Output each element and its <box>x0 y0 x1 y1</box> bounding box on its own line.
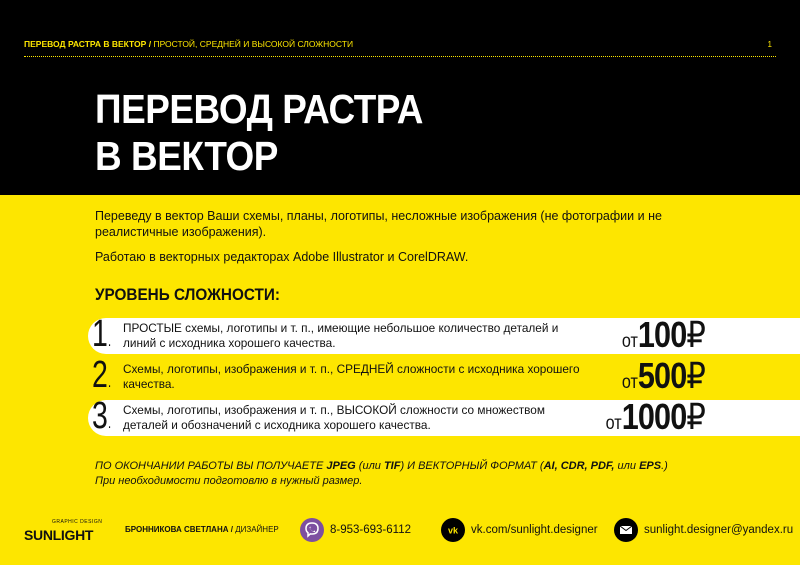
size-note: При необходимости подготовлю в нужный размер. <box>95 475 363 487</box>
vk-link: vk.com/sunlight.designer <box>471 524 598 536</box>
email-contact[interactable] <box>614 518 793 542</box>
logo-text: SUNLIGHT <box>24 527 94 543</box>
level-number: 3. <box>92 395 112 437</box>
designer-role: ДИЗАЙНЕР <box>235 525 279 534</box>
viber-icon <box>300 518 324 542</box>
logo-tagline: GRAPHIC DESIGN <box>52 519 103 525</box>
footer <box>0 505 800 565</box>
phone-contact[interactable] <box>300 518 411 542</box>
software-paragraph: Работаю в векторных редакторах Adobe Illustrator и CorelDRAW. <box>95 250 469 264</box>
title-line-2: В ВЕКТОР <box>95 133 278 179</box>
level-price: от100₽ <box>621 314 706 355</box>
level-row-2 <box>88 354 800 396</box>
level-row-3 <box>88 395 800 437</box>
header-separator: / <box>148 39 152 49</box>
level-number: 1. <box>92 313 112 355</box>
vk-icon <box>441 518 465 542</box>
header-subtitle: ПРОСТОЙ, СРЕДНЕЙ И ВЫСОКОЙ СЛОЖНОСТИ <box>153 39 354 49</box>
intro-paragraph: Переведу в вектор Ваши схемы, планы, логотипы, несложные изображения (не фотографии и не реалистичные изображения). <box>95 209 662 239</box>
mail-icon <box>614 518 638 542</box>
vk-contact[interactable] <box>441 518 598 542</box>
title-line-1: ПЕРЕВОД РАСТРА <box>95 86 423 132</box>
level-description: Схемы, логотипы, изображения и т. п., СРЕДНЕЙ сложности с исходника хорошего качества. <box>123 362 580 391</box>
level-row-1 <box>88 313 800 355</box>
deliverables-note: ПО ОКОНЧАНИИ РАБОТЫ ВЫ ПОЛУЧАЕТЕ JPEG (или TIF) И ВЕКТОРНЫЙ ФОРМАТ (AI, CDR, PDF, или EPS.) <box>95 460 668 472</box>
levels-heading: УРОВЕНЬ СЛОЖНОСТИ: <box>95 285 280 304</box>
designer-credit: БРОННИКОВА СВЕТЛАНА / ДИЗАЙНЕР <box>125 525 279 534</box>
email-address: sunlight.designer@yandex.ru <box>644 524 794 536</box>
page-number: 1 <box>767 40 772 49</box>
level-description: ПРОСТЫЕ схемы, логотипы и т. п., имеющие небольшое количество деталей и линий с исходника хорошего качества. <box>123 321 559 350</box>
header-title: ПЕРЕВОД РАСТРА В ВЕКТОР <box>24 39 147 49</box>
svg-text:vk: vk <box>447 525 459 536</box>
running-header <box>24 38 776 57</box>
level-number: 2. <box>92 354 112 396</box>
level-price: от1000₽ <box>605 396 706 437</box>
level-description: Схемы, логотипы, изображения и т. п., ВЫСОКОЙ сложности со множеством деталей и обозначений с исходника хорошего качества. <box>123 403 545 432</box>
designer-name: БРОННИКОВА СВЕТЛАНА <box>125 525 229 534</box>
page-title <box>95 86 423 180</box>
phone-number: 8-953-693-6112 <box>330 524 411 536</box>
level-price: от500₽ <box>621 355 706 396</box>
